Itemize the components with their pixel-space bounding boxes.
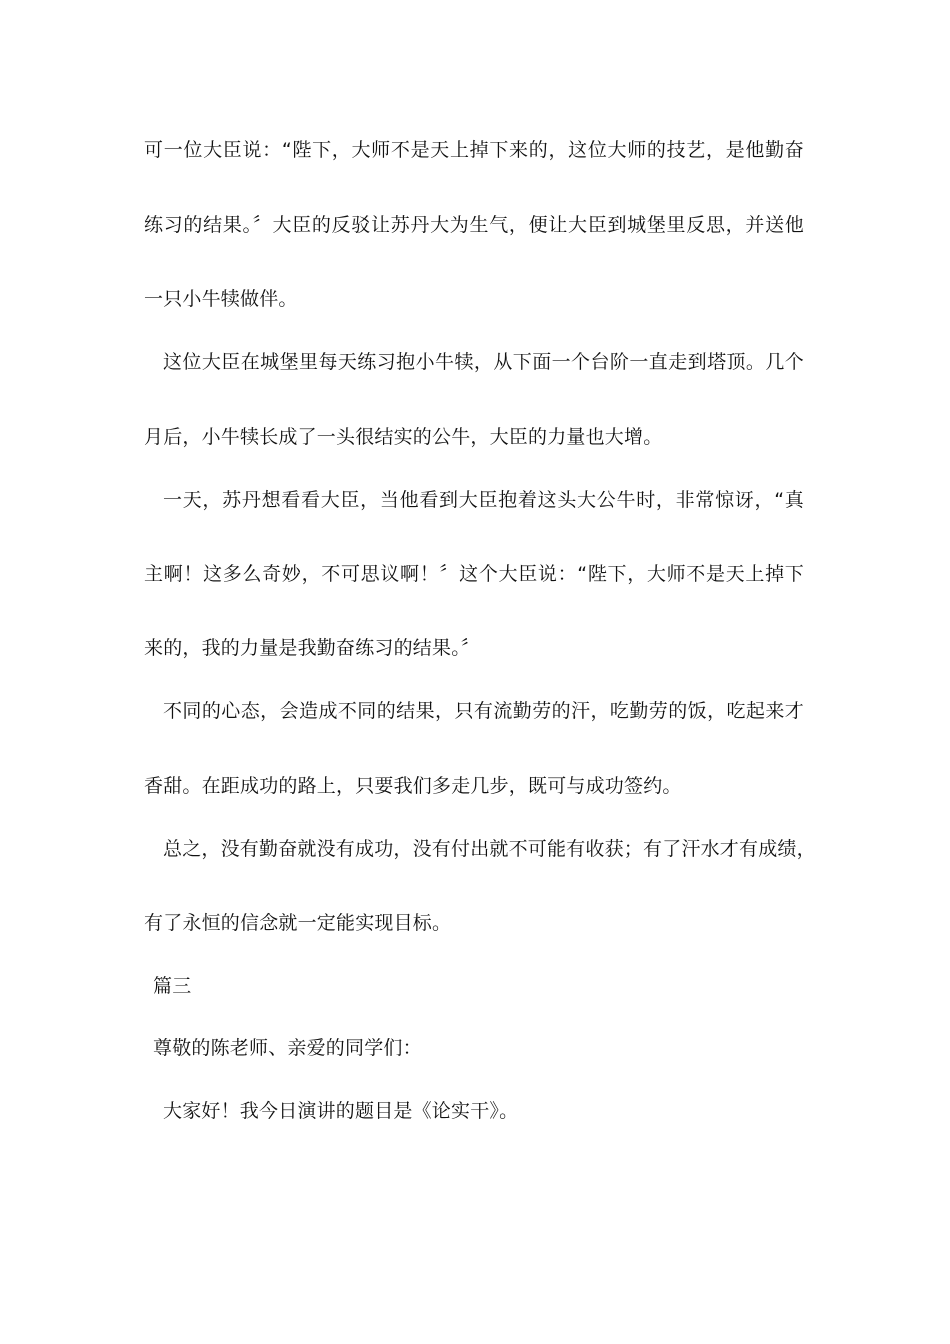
text-line-8: 来的，我的力量是我勤奋练习的结果。〞 [144,637,481,659]
text-line-3: 一只小牛犊做伴。 [144,288,298,310]
text-line-12: 有了永恒的信念就一定能实现目标。 [144,912,452,934]
text-line-5: 月后，小牛犊长成了一头很结实的公牛，大臣的力量也大增。 [144,426,663,448]
opening-line: 大家好！我今日演讲的题目是《论实干》。 [163,1100,519,1122]
text-line-7: 主啊！这多么奇妙，不可思议啊！〞这个大臣说：“陛下，大师不是天上掉下 [144,563,804,585]
text-line-10: 香甜。在距成功的路上，只要我们多走几步，既可与成功签约。 [144,775,682,797]
greeting-line: 尊敬的陈老师、亲爱的同学们： [153,1037,422,1059]
text-line-1: 可一位大臣说：“陛下，大师不是天上掉下来的，这位大师的技艺，是他勤奋 [144,139,804,161]
text-line-4: 这位大臣在城堡里每天练习抱小牛犊，从下面一个台阶一直走到塔顶。几个 [163,351,804,373]
text-line-9: 不同的心态，会造成不同的结果，只有流勤劳的汗，吃勤劳的饭，吃起来才 [163,700,804,722]
text-line-11: 总之，没有勤奋就没有成功，没有付出就不可能有收获；有了汗水才有成绩， [163,838,816,860]
section-heading: 篇三 [153,975,192,997]
text-line-6: 一天，苏丹想看看大臣，当他看到大臣抱着这头大公牛时，非常惊讶，“真 [163,489,804,511]
text-line-2: 练习的结果。〞大臣的反驳让苏丹大为生气，便让大臣到城堡里反思，并送他 [144,214,804,236]
